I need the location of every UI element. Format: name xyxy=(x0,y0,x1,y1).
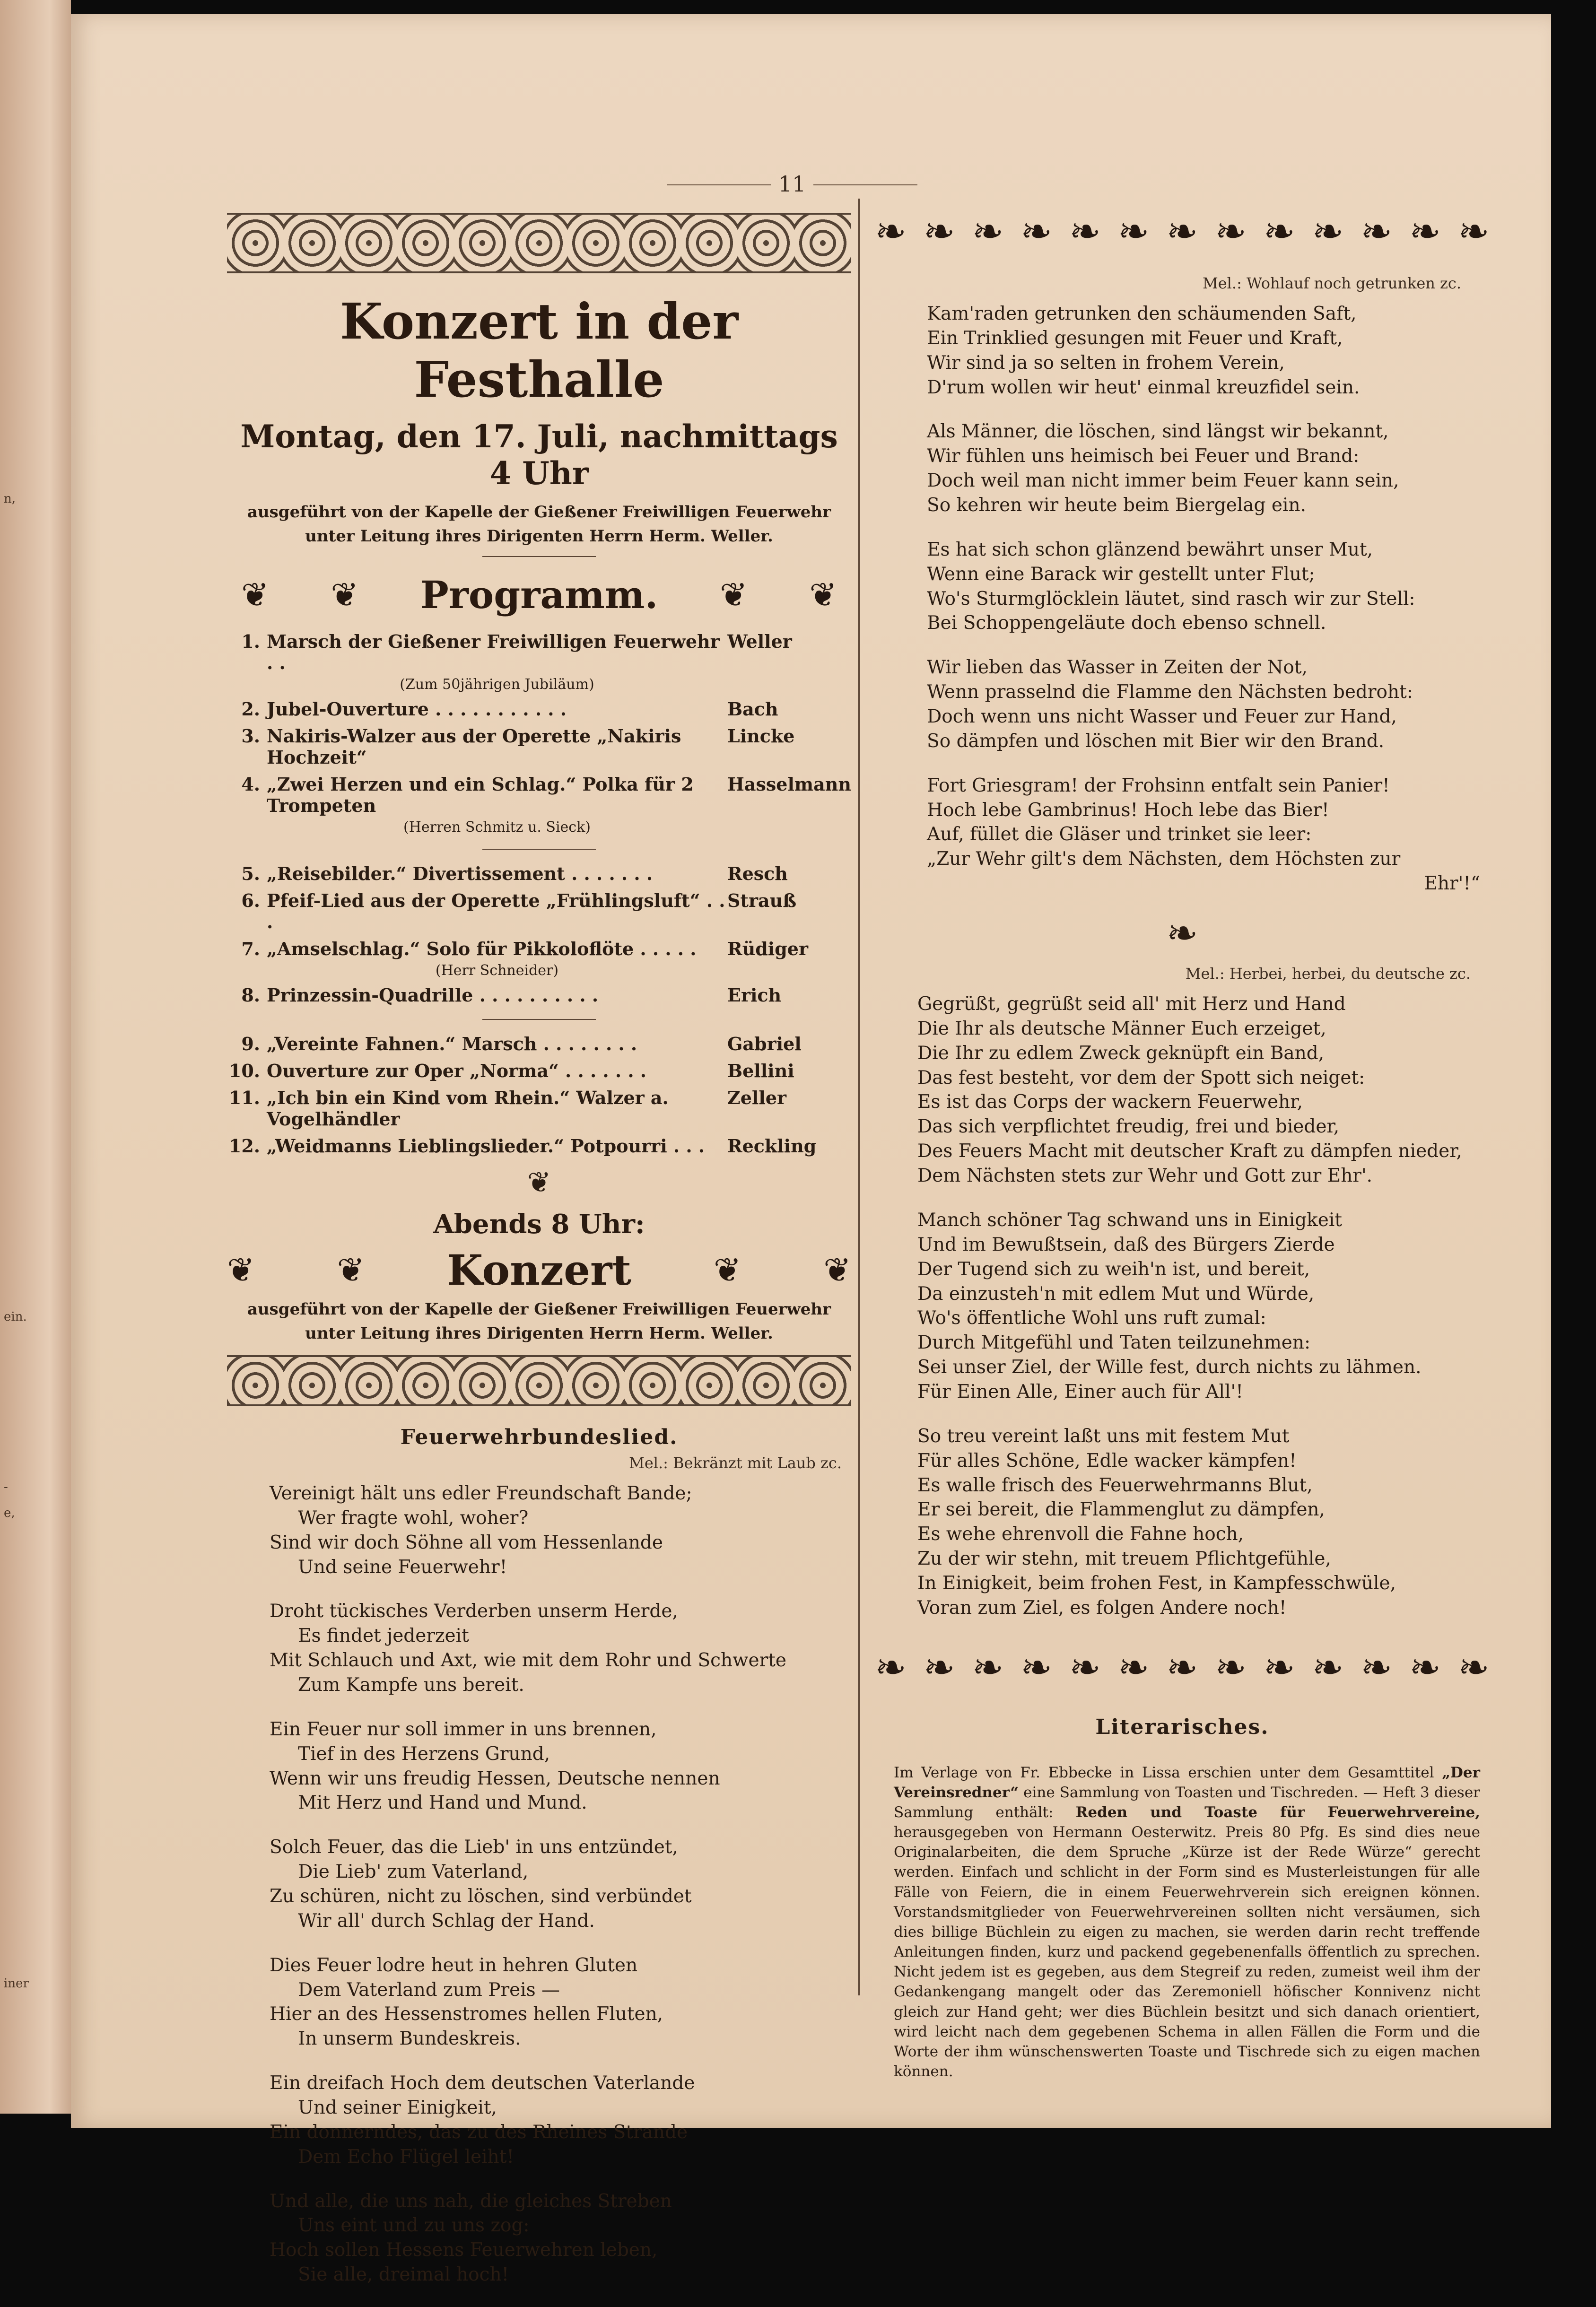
stanza xyxy=(270,1717,851,1815)
program-item-composer: Strauß xyxy=(727,890,797,911)
evening-concert-row xyxy=(227,1245,851,1295)
stanza xyxy=(270,1835,851,1933)
program-item xyxy=(227,860,851,887)
left-column xyxy=(227,213,851,2307)
evening-concert-title: Konzert xyxy=(446,1245,632,1295)
stanza-line: Es findet jederzeit xyxy=(298,1625,469,1647)
stanza-line: In Einigkeit, beim frohen Fest, in Kampfesschwüle, xyxy=(917,1572,1396,1594)
evening-time: Abends 8 Uhr: xyxy=(433,1209,645,1240)
leaf-ornament-icon: ❧ xyxy=(1361,209,1393,253)
program-item-num: 12. xyxy=(228,1135,260,1157)
song-melody: Mel.: Bekränzt mit Laub zc. xyxy=(629,1454,842,1472)
leaf-ornament-icon: ❧ xyxy=(1263,209,1295,253)
poem1-stanzas xyxy=(875,302,1490,896)
stanza-line: Er sei bereit, die Flammenglut zu dämpfen, xyxy=(917,1499,1325,1521)
stanza-line: Vereinigt hält uns edler Freundschaft Bande; xyxy=(270,1483,692,1504)
stanza-line: Dem Echo Flügel leiht! xyxy=(298,2146,515,2168)
stanza-line: Wir sind ja so selten in frohem Verein, xyxy=(927,352,1285,374)
stanza-line: Es walle frisch des Feuerwehrmanns Blut, xyxy=(917,1474,1313,1496)
program-item-num: 2. xyxy=(241,698,260,720)
margin-fragment: iner xyxy=(4,1976,29,1991)
program-item-num: 1. xyxy=(241,631,260,652)
stanza-line: So kehren wir heute beim Biergelag ein. xyxy=(927,495,1306,516)
ornament-band-top xyxy=(227,213,851,273)
stanza-line: Sei unser Ziel, der Wille fest, durch nichts zu lähmen. xyxy=(917,1357,1422,1378)
song-stanzas xyxy=(227,1481,851,2287)
scroll-ornament-icon: ❦ xyxy=(823,1251,851,1289)
stanza-line: So dämpfen und löschen mit Bier wir den Brand. xyxy=(927,730,1385,752)
stanza-line: Die Lieb' zum Vaterland, xyxy=(298,1861,529,1883)
program-item xyxy=(227,887,851,935)
program-item-title: „Reisebilder.“ Divertissement . . . . . . . xyxy=(267,863,653,884)
program-item xyxy=(227,696,851,723)
stanza-line: Tief in des Herzens Grund, xyxy=(298,1743,550,1765)
program-item xyxy=(227,935,851,962)
leaf-ornament-row xyxy=(875,1645,1490,1689)
leaf-ornament-icon: ❧ xyxy=(1457,209,1490,253)
program-item-title: Pfeif-Lied aus der Operette „Frühlingsluft“ . . . xyxy=(267,890,725,932)
stanza-line: Ein dreifach Hoch dem deutschen Vaterlande xyxy=(270,2072,695,2094)
leaf-ornament-icon: ❧ xyxy=(1263,1645,1295,1689)
program-item-num: 3. xyxy=(241,725,260,747)
stanza-line: Es hat sich schon glänzend bewährt unser Mut, xyxy=(927,539,1373,560)
leaf-ornament-icon: ❧ xyxy=(1457,1645,1490,1689)
scroll-ornament-icon: ❦ xyxy=(720,575,748,614)
stanza xyxy=(917,1208,1490,1404)
stanza-line: Als Männer, die löschen, sind längst wir bekannt, xyxy=(927,421,1389,443)
program-item-composer: Rüdiger xyxy=(727,938,808,959)
stanza-line: Zu der wir stehn, mit treuem Pflichtgefühle, xyxy=(917,1548,1331,1570)
stanza-line: Wenn prasselnd die Flamme den Nächsten bedroht: xyxy=(927,681,1413,703)
document-page xyxy=(71,14,1551,2286)
leaf-ornament-icon: ❧ xyxy=(1312,1645,1344,1689)
program-item-note-text: (Herr Schneider) xyxy=(435,962,559,979)
column-divider xyxy=(858,199,860,1995)
stanza-line: Wenn wir uns freudig Hessen, Deutsche nennen xyxy=(270,1767,720,1789)
program-item-title: „Weidmanns Lieblingslieder.“ Potpourri . . . xyxy=(267,1135,705,1157)
stanza xyxy=(270,1599,851,1697)
program-item-title: „Zwei Herzen und ein Schlag.“ Polka für 2 Trompeten xyxy=(267,774,694,816)
program-item-composer: Gabriel xyxy=(727,1033,802,1054)
stanza-line: Durch Mitgefühl und Taten teilzunehmen: xyxy=(917,1332,1311,1354)
program-item xyxy=(227,771,851,819)
leaf-ornament-row xyxy=(875,209,1490,253)
leaf-ornament-icon: ❧ xyxy=(1117,1645,1150,1689)
stanza-line: Hier an des Hessenstromes hellen Fluten, xyxy=(270,2003,663,2025)
poem2-melody: Mel.: Herbei, herbei, du deutsche zc. xyxy=(1185,965,1471,983)
program-item xyxy=(227,723,851,771)
stanza-line: Wir lieben das Wasser in Zeiten der Not, xyxy=(927,657,1308,679)
stanza-line: Fort Griesgram! der Frohsinn entfalt sein Panier! xyxy=(927,775,1390,796)
stanza-line: Ein Feuer nur soll immer in uns brennen, xyxy=(270,1718,657,1740)
stanza-line: Wir all' durch Schlag der Hand. xyxy=(298,1910,595,1932)
ornament-band-bottom xyxy=(227,1355,851,1406)
program-item-composer: Hasselmann xyxy=(727,774,851,795)
program-item-composer: Erich xyxy=(727,984,782,1006)
program-item xyxy=(227,982,851,1009)
program-item-num: 7. xyxy=(241,938,260,959)
program-item-title: Nakiris-Walzer aus der Operette „Nakiris Hochzeit“ xyxy=(267,725,681,768)
program-item-num: 10. xyxy=(228,1060,260,1081)
program-item-num: 6. xyxy=(241,890,260,911)
stanza-line: Die Ihr zu edlem Zweck geknüpft ein Band, xyxy=(917,1042,1325,1064)
leaf-ornament-icon: ❧ xyxy=(923,1645,955,1689)
scroll-ornament-icon: ❦ xyxy=(227,1251,255,1289)
stanza-line: Sind wir doch Söhne all vom Hessenlande xyxy=(270,1532,663,1553)
program-item-composer: Reckling xyxy=(727,1135,817,1157)
program-item-note-row xyxy=(227,676,851,696)
stanza-line: Voran zum Ziel, es folgen Andere noch! xyxy=(917,1597,1287,1619)
stanza-line: Bei Schoppengeläute doch ebenso schnell. xyxy=(927,612,1326,634)
program-divider xyxy=(227,1009,851,1030)
leaf-ornament-icon: ❧ xyxy=(972,209,1004,253)
program-divider xyxy=(227,838,851,860)
program-item-title: „Ich bin ein Kind vom Rhein.“ Walzer a. Vogelhändler xyxy=(267,1087,669,1130)
program-item-num: 9. xyxy=(241,1033,260,1054)
program-item-composer: Weller xyxy=(727,631,792,652)
program-item-num: 5. xyxy=(241,863,260,884)
scroll-ornament-icon: ❦ xyxy=(809,575,837,614)
leaf-ornament-icon: ❧ xyxy=(1166,911,1198,956)
concert-date: Montag, den 17. Juli, nachmittags 4 Uhr xyxy=(240,418,838,492)
performed-by: ausgeführt von der Kapelle der Gießener Freiwilligen Feuerwehr unter Leitung ihres Dirigenten Herrn Herm. Weller. xyxy=(247,503,831,546)
program-item-note-row xyxy=(227,819,851,838)
stanza-line: Es wehe ehrenvoll die Fahne hoch, xyxy=(917,1523,1244,1545)
stanza-line: Für alles Schöne, Edle wacker kämpfen! xyxy=(917,1450,1297,1471)
stanza-line: Hoch lebe Gambrinus! Hoch lebe das Bier! xyxy=(927,799,1329,821)
leaf-ornament-icon: ❧ xyxy=(972,1645,1004,1689)
stanza xyxy=(270,2071,851,2169)
literary-heading: Literarisches. xyxy=(1095,1715,1269,1739)
stanza-line: „Zur Wehr gilt's dem Nächsten, dem Höchsten zur xyxy=(927,848,1401,870)
stanza-line: Dem Nächsten stets zur Wehr und Gott zur Ehr'. xyxy=(917,1165,1373,1187)
stanza xyxy=(927,302,1490,400)
stanza-line: Und im Bewußtsein, daß des Bürgers Zierde xyxy=(917,1234,1335,1255)
program-item-title: Marsch der Gießener Freiwilligen Feuerwehr . . xyxy=(267,631,720,673)
leaf-ornament-icon: ❧ xyxy=(1409,209,1441,253)
stanza-line: Wer fragte wohl, woher? xyxy=(298,1507,529,1529)
poem2-stanzas xyxy=(875,992,1490,1620)
leaf-ornament-icon: ❧ xyxy=(1020,1645,1053,1689)
stanza-line: Sie alle, dreimal hoch! xyxy=(298,2264,509,2286)
stanza-line: Hoch sollen Hessens Feuerwehren leben, xyxy=(270,2239,658,2261)
leaf-ornament-icon: ❧ xyxy=(1409,1645,1441,1689)
leaf-ornament-icon: ❧ xyxy=(875,1645,907,1689)
leaf-ornament-icon: ❧ xyxy=(1215,1645,1247,1689)
program-list xyxy=(227,628,851,1159)
program-item-note-row xyxy=(227,962,851,982)
leaf-ornament-icon: ❧ xyxy=(1069,209,1101,253)
literary-text-part: Im Verlage von Fr. Ebbecke in Lissa erschien unter dem Gesamttitel xyxy=(894,1764,1442,1781)
stanza-line: Doch wenn uns nicht Wasser und Feuer zur Hand, xyxy=(927,706,1397,728)
program-item-num: 8. xyxy=(241,984,260,1006)
stanza-line: Der Tugend sich zu weih'n ist, und bereit, xyxy=(917,1258,1310,1280)
stanza-line: D'rum wollen wir heut' einmal kreuzfidel sein. xyxy=(927,376,1360,398)
stanza xyxy=(270,1953,851,2051)
program-item xyxy=(227,1030,851,1057)
program-item-note-text: (Herren Schmitz u. Sieck) xyxy=(403,819,591,836)
stanza xyxy=(270,1481,851,1579)
leaf-ornament-icon: ❧ xyxy=(1069,1645,1101,1689)
stanza-line: Das fest besteht, vor dem der Spott sich neiget: xyxy=(917,1067,1365,1088)
stanza-line: Ein Trinklied gesungen mit Feuer und Kraft, xyxy=(927,327,1343,349)
stanza-line: Und alle, die uns nah, die gleiches Streben xyxy=(270,2190,672,2212)
program-item-composer: Zeller xyxy=(727,1087,786,1108)
margin-fragment: ein. xyxy=(4,1310,27,1324)
program-item-num: 11. xyxy=(228,1087,260,1108)
divider xyxy=(482,849,596,850)
leaf-ornament-icon: ❧ xyxy=(1020,209,1053,253)
stanza xyxy=(927,419,1490,517)
scroll-ornament-icon: ❦ xyxy=(337,1251,365,1289)
literary-text-part: eine Sammlung von Toasten und Tischreden. — Heft 3 dieser Sammlung enthält: xyxy=(894,1784,1480,1821)
divider xyxy=(482,1019,596,1020)
stanza-line: Ein donnerndes, das zu des Rheines Strande xyxy=(270,2121,688,2143)
leaf-ornament-icon: ❧ xyxy=(1361,1645,1393,1689)
stanza-line: Da einzusteh'n mit edlem Mut und Würde, xyxy=(917,1283,1315,1305)
program-item-note xyxy=(267,676,727,696)
stanza-line: Wir fühlen uns heimisch bei Feuer und Brand: xyxy=(927,445,1360,467)
stanza-line: Es ist das Corps der wackern Feuerwehr, xyxy=(917,1091,1303,1113)
stanza xyxy=(917,1424,1490,1620)
stanza-line: Auf, füllet die Gläser und trinket sie leer: xyxy=(927,824,1312,845)
stanza-line: Zu schüren, nicht zu löschen, sind verbündet xyxy=(270,1886,692,1907)
scroll-ornament-icon: ❦ xyxy=(713,1251,741,1289)
program-item-composer: Bach xyxy=(727,698,778,720)
program-item-title: „Vereinte Fahnen.“ Marsch . . . . . . . . xyxy=(267,1033,637,1054)
program-item-note-text: (Zum 50jährigen Jubiläum) xyxy=(400,676,594,693)
stanza-line: Droht tückisches Verderben unserm Herde, xyxy=(270,1601,678,1622)
program-item-title: Prinzessin-Quadrille . . . . . . . . . . xyxy=(267,984,599,1006)
leaf-ornament-icon: ❧ xyxy=(1166,209,1198,253)
stanza-line: Des Feuers Macht mit deutscher Kraft zu dämpfen nieder, xyxy=(917,1140,1462,1162)
divider xyxy=(482,556,596,557)
concert-title: Konzert in der Festhalle xyxy=(340,292,739,409)
program-item xyxy=(227,1132,851,1159)
stanza-line: Für Einen Alle, Einer auch für All'! xyxy=(917,1381,1243,1402)
program-heading-row xyxy=(227,573,851,617)
literary-text-part: herausgegeben von Hermann Oesterwitz. Preis 80 Pfg. Es sind dies neue Originalarbeiten, die dem Spruche „Kürze ist der Rede Würze“ gerecht werden. Einfach und schlicht in der Form sind es Musterleistungen für alle Fälle von Feiern, die in einem Feuerwehrverein sich ereignen können. Vorstandsmitglieder von Feuerwehrvereinen sollten nicht versäumen, sich dies billige Büchlein zu eigen zu machen, sie werden darin recht treffende Anleitungen finden, kurz und packend gegebenenfalls öffentlich zu sprechen. Nicht jedem ist es gegeben, aus dem Stegreif zu reden, zumeist weil ihm der Gedankengang mangelt oder das Zeremoniell höfischer Konnivenz nicht gleich zur Hand geht; wer dies Büchlein besitzt und sich danach orientiert, wird leicht nach dem gegebenen Schema in allen Fällen die Form und die Worte der ihm wünschenswerten Toaste und Tischrede sich zu eigen machen können. xyxy=(894,1824,1480,2081)
stanza-line: Dem Vaterland zum Preis — xyxy=(298,1979,560,2001)
program-item xyxy=(227,628,851,676)
leaf-ornament-icon: ❧ xyxy=(1166,1645,1198,1689)
program-item-title: Jubel-Ouverture . . . . . . . . . . . xyxy=(267,698,567,720)
stanza xyxy=(917,992,1490,1188)
program-item-num: 4. xyxy=(241,774,260,795)
program-item-composer: Resch xyxy=(727,863,788,884)
scroll-ornament-icon: ❦ xyxy=(527,1166,551,1199)
stanza-line: In unserm Bundeskreis. xyxy=(298,2028,521,2050)
stanza-line: Doch weil man nicht immer beim Feuer kann sein, xyxy=(927,470,1399,492)
stanza-line: So treu vereint laßt uns mit festem Mut xyxy=(917,1425,1290,1447)
evening-performed-by: ausgeführt von der Kapelle der Gießener Freiwilligen Feuerwehr unter Leitung ihres Dirigenten Herrn Herm. Weller. xyxy=(247,1300,831,1343)
scroll-ornament-icon: ❦ xyxy=(241,575,269,614)
stanza-line: Mit Herz und Hand und Mund. xyxy=(298,1792,587,1814)
program-item-composer: Lincke xyxy=(727,725,795,747)
stanza-line: Kam'raden getrunken den schäumenden Saft, xyxy=(927,303,1357,324)
right-column xyxy=(875,209,1490,2081)
literary-bold: Reden und Toaste für Feuerwehrvereine, xyxy=(1075,1803,1480,1821)
margin-fragment: e, xyxy=(4,1506,15,1520)
stanza-line: Manch schöner Tag schwand uns in Einigkeit xyxy=(917,1209,1343,1231)
stanza xyxy=(927,774,1490,896)
stanza-line: Solch Feuer, das die Lieb' in uns entzündet, xyxy=(270,1837,678,1858)
leaf-ornament-icon: ❧ xyxy=(875,209,907,253)
stanza-line: Wo's Sturmglöcklein läutet, sind rasch wir zur Stell: xyxy=(927,588,1415,609)
program-item xyxy=(227,1084,851,1132)
program-heading: Programm. xyxy=(420,573,658,617)
stanza-line: Und seiner Einigkeit, xyxy=(298,2097,497,2119)
poem1-melody: Mel.: Wohlauf noch getrunken zc. xyxy=(1202,274,1461,292)
stanza xyxy=(270,2189,851,2287)
adjacent-page-edge xyxy=(0,0,71,2114)
leaf-ornament-icon: ❧ xyxy=(1117,209,1150,253)
stanza-line: Und seine Feuerwehr! xyxy=(298,1556,507,1578)
page-number: 11 xyxy=(757,171,828,197)
stanza-line: Die Ihr als deutsche Männer Euch erzeiget, xyxy=(917,1018,1326,1039)
margin-fragment: n, xyxy=(4,492,16,506)
program-item-title: Ouverture zur Oper „Norma“ . . . . . . . xyxy=(267,1060,647,1081)
margin-fragment: - xyxy=(4,1480,8,1494)
stanza-line: Zum Kampfe uns bereit. xyxy=(298,1674,524,1696)
program-item-composer: Bellini xyxy=(727,1060,794,1081)
program-item xyxy=(227,1057,851,1084)
stanza-line: Gegrüßt, gegrüßt seid all' mit Herz und Hand xyxy=(917,993,1346,1015)
scroll-ornament-icon: ❦ xyxy=(331,575,358,614)
stanza xyxy=(927,655,1490,753)
stanza-line: Uns eint und zu uns zog: xyxy=(298,2215,530,2237)
stanza-line: Wo's öffentliche Wohl uns ruft zumal: xyxy=(917,1307,1266,1329)
stanza-line: Wenn eine Barack wir gestellt unter Flut; xyxy=(927,563,1315,585)
stanza-line: Dies Feuer lodre heut in hehren Gluten xyxy=(270,1954,638,1976)
leaf-ornament-icon: ❧ xyxy=(1312,209,1344,253)
literary-bold: „Der Vereinsredner“ xyxy=(894,1764,1480,1801)
program-item-title: „Amselschlag.“ Solo für Pikkoloflöte . . . . . xyxy=(267,938,697,959)
literary-text xyxy=(875,1763,1490,2082)
stanza-line: Das sich verpflichtet freudig, frei und bieder, xyxy=(917,1116,1340,1138)
leaf-ornament-icon: ❧ xyxy=(923,209,955,253)
song-title: Feuerwehrbundeslied. xyxy=(400,1425,678,1449)
program-item-note xyxy=(267,962,727,982)
stanza-line: Ehr'!“ xyxy=(1424,873,1480,895)
program-item-note xyxy=(267,819,727,838)
stanza-line: Mit Schlauch und Axt, wie mit dem Rohr und Schwerte xyxy=(270,1650,786,1671)
stanza xyxy=(927,538,1490,636)
leaf-ornament-icon: ❧ xyxy=(1215,209,1247,253)
